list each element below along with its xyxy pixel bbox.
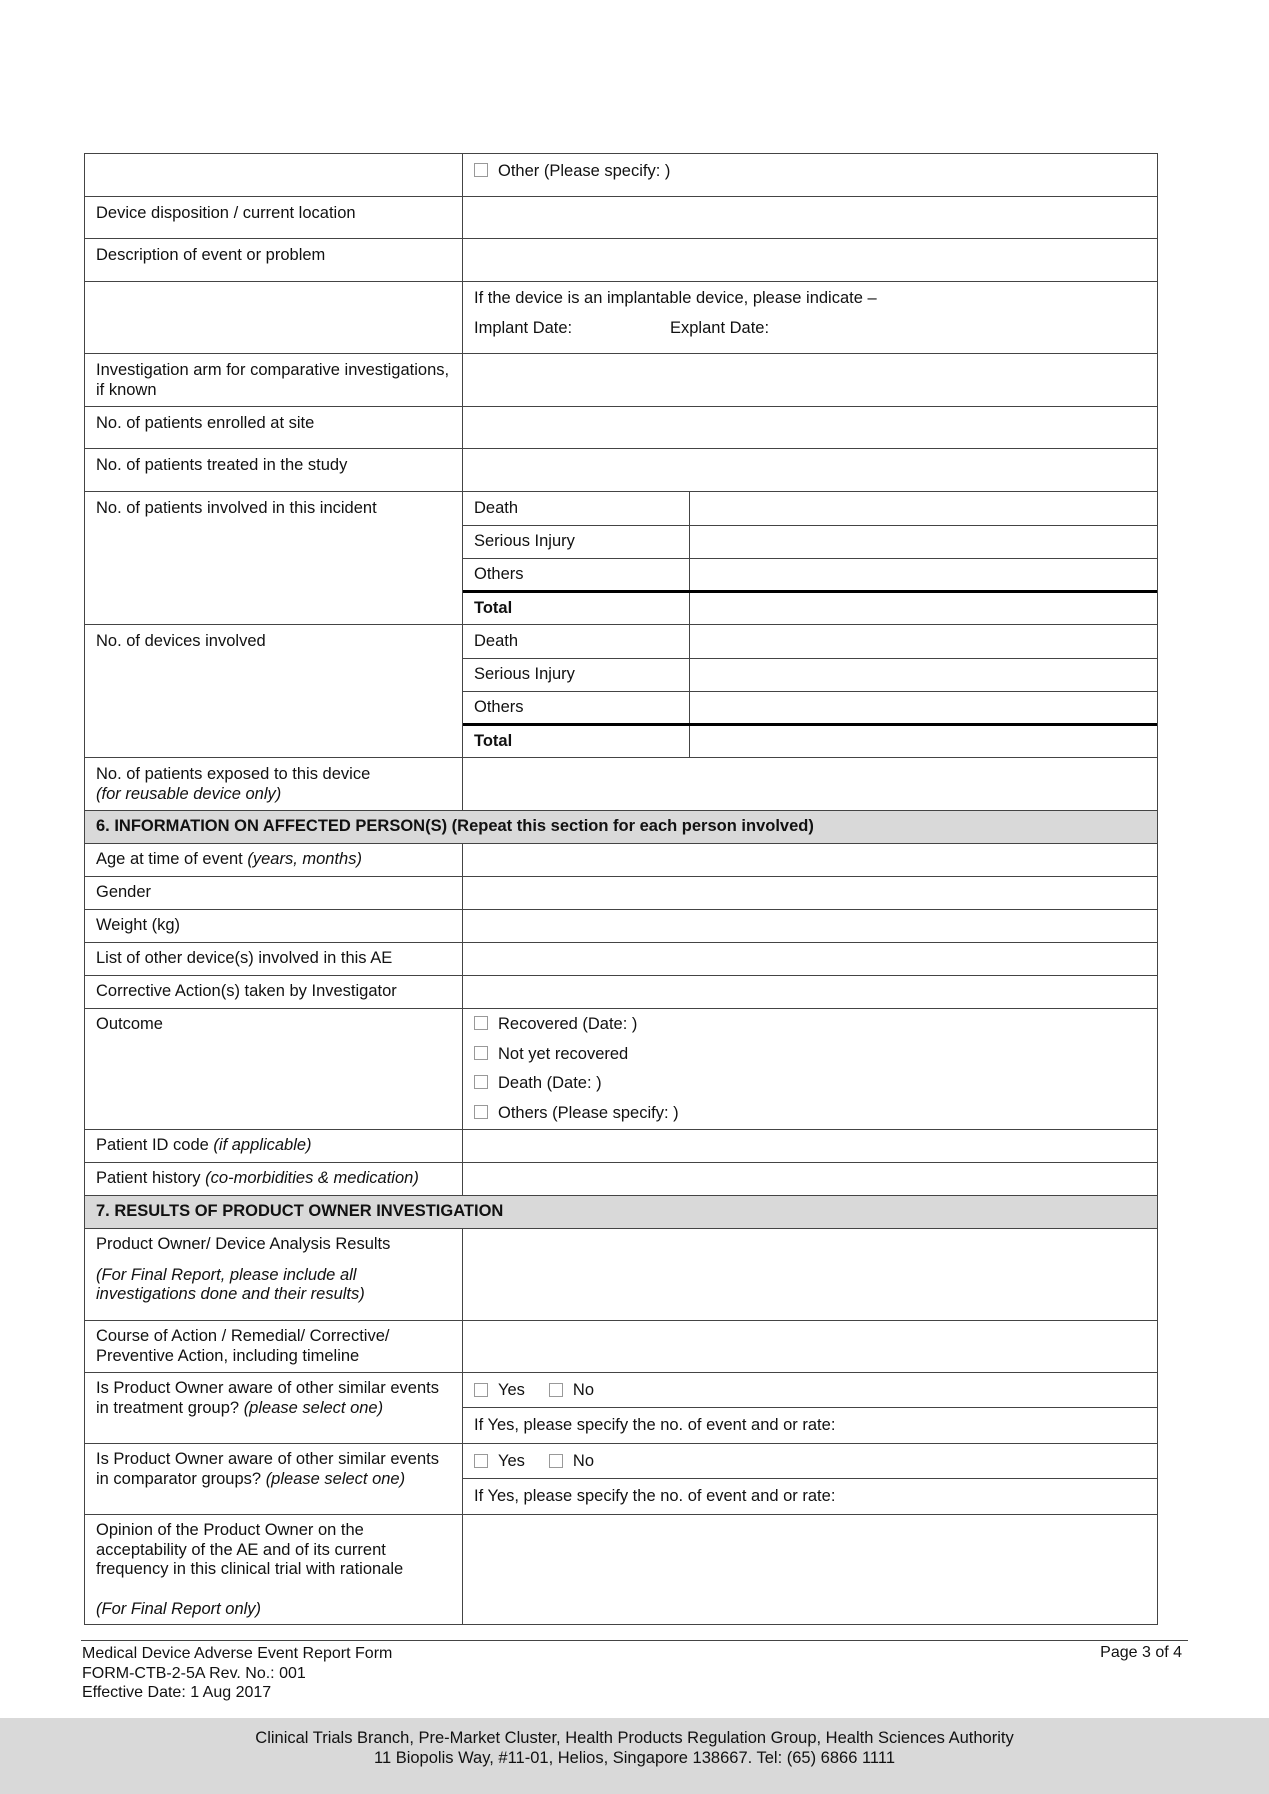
age-cell (85, 844, 463, 877)
patients-death-field[interactable] (689, 492, 1157, 525)
checkbox-icon[interactable] (474, 1075, 488, 1089)
label-cell-empty (85, 154, 463, 197)
category-others: Others (463, 691, 689, 724)
category-serious-injury: Serious Injury (463, 525, 689, 558)
patient-id-note: (if applicable) (213, 1136, 312, 1154)
select-one-note: (please select one) (243, 1398, 384, 1417)
footer-form-info (82, 1644, 392, 1703)
patients-treated-label: No. of patients treated in the study (85, 449, 463, 492)
organization-line: Clinical Trials Branch, Pre-Market Cluster, Health Products Regulation Group, Health Sciences Authority (255, 1729, 1014, 1747)
if-yes-note[interactable]: If Yes, please specify the no. of event and or rate: (474, 1416, 836, 1434)
other-specify-label: Other (Please specify: ) (498, 162, 671, 180)
category-death: Death (463, 625, 689, 658)
aware-comparator-cell (85, 1444, 463, 1515)
device-disposition-field[interactable] (463, 197, 1158, 239)
gender-label: Gender (85, 877, 463, 910)
aware-comparator-answer (463, 1444, 1158, 1515)
device-disposition-label: Device disposition / current location (85, 197, 463, 239)
opinion-label: Opinion of the Product Owner on the acceptability of the AE and of its current frequency in this clinical trial with rationale (96, 1521, 404, 1578)
description-field[interactable] (463, 239, 1158, 282)
patient-history-cell (85, 1163, 463, 1196)
investigation-arm-label: Investigation arm for comparative investigations, if known (85, 354, 463, 407)
label-cell-empty (85, 282, 463, 354)
yes-no-group (463, 1373, 1157, 1408)
devices-involved-label: No. of devices involved (85, 625, 463, 758)
aware-treatment-answer (463, 1373, 1158, 1444)
if-yes-note[interactable]: If Yes, please specify the no. of event and or rate: (474, 1487, 836, 1505)
age-label: Age at time of event (96, 850, 243, 868)
outcome-option[interactable] (474, 1069, 1146, 1099)
form-table (84, 153, 1158, 1625)
category-total: Total (463, 591, 689, 624)
patients-enrolled-field[interactable] (463, 407, 1158, 449)
patients-treated-field[interactable] (463, 449, 1158, 492)
yes-no-group (463, 1444, 1157, 1479)
analysis-results-field[interactable] (463, 1229, 1158, 1321)
checkbox-icon[interactable] (474, 1046, 488, 1060)
section-6-heading: 6. INFORMATION ON AFFECTED PERSON(S) (Repeat this section for each person involved) (85, 811, 1158, 844)
category-total: Total (463, 724, 689, 757)
no-label: No (572, 1380, 595, 1399)
gender-field[interactable] (463, 877, 1158, 910)
patients-total-field[interactable] (689, 591, 1157, 624)
patient-id-field[interactable] (463, 1130, 1158, 1163)
checkbox-icon[interactable] (474, 1105, 488, 1119)
devices-serious-injury-field[interactable] (689, 658, 1157, 691)
devices-total-field[interactable] (689, 724, 1157, 757)
opinion-cell (85, 1515, 463, 1625)
section-7-heading: 7. RESULTS OF PRODUCT OWNER INVESTIGATION (85, 1196, 1158, 1229)
age-field[interactable] (463, 844, 1158, 877)
other-specify-checkbox[interactable] (474, 163, 488, 177)
outcome-option-label: Death (Date: ) (498, 1074, 602, 1092)
patients-exposed-note: (for reusable device only) (96, 784, 282, 803)
course-of-action-label: Course of Action / Remedial/ Corrective/ Preventive Action, including timeline (85, 1321, 463, 1373)
category-death: Death (463, 492, 689, 525)
other-devices-field[interactable] (463, 943, 1158, 976)
organization-band (0, 1718, 1269, 1794)
patient-history-label: Patient history (96, 1169, 201, 1187)
yes-checkbox[interactable] (474, 1383, 488, 1397)
corrective-actions-label: Corrective Action(s) taken by Investigator (85, 976, 463, 1009)
yes-label: Yes (498, 1380, 525, 1399)
outcome-options (463, 1009, 1158, 1130)
report-form (84, 153, 1158, 1625)
patients-others-field[interactable] (689, 558, 1157, 591)
patients-serious-injury-field[interactable] (689, 525, 1157, 558)
aware-treatment-label: Is Product Owner aware of other similar events in treatment group? (96, 1379, 439, 1417)
implant-cell[interactable] (463, 282, 1158, 354)
patients-exposed-label: No. of patients exposed to this device (96, 765, 371, 783)
patients-involved-label: No. of patients involved in this incident (85, 492, 463, 625)
analysis-results-note: (For Final Report, please include all investigations done and their results) (96, 1265, 365, 1303)
description-label: Description of event or problem (85, 239, 463, 282)
footer-form-code: FORM-CTB-2-5A Rev. No.: 001 (82, 1664, 306, 1682)
corrective-actions-field[interactable] (463, 976, 1158, 1009)
no-checkbox[interactable] (549, 1383, 563, 1397)
devices-death-field[interactable] (689, 625, 1157, 658)
devices-others-field[interactable] (689, 691, 1157, 724)
devices-involved-breakdown (463, 625, 1158, 758)
analysis-results-label: Product Owner/ Device Analysis Results (96, 1235, 391, 1253)
patient-history-note: (co-morbidities & medication) (205, 1169, 419, 1187)
footer-effective-date: Effective Date: 1 Aug 2017 (82, 1684, 272, 1701)
outcome-option-label: Recovered (Date: ) (498, 1015, 638, 1033)
patients-exposed-field[interactable] (463, 758, 1158, 811)
patient-history-field[interactable] (463, 1163, 1158, 1196)
footer-form-name: Medical Device Adverse Event Report Form (82, 1645, 393, 1662)
other-specify-cell (463, 154, 1158, 197)
patients-involved-breakdown (463, 492, 1158, 625)
no-label: No (572, 1451, 595, 1470)
outcome-label: Outcome (85, 1009, 463, 1130)
age-note: (years, months) (247, 850, 362, 868)
yes-checkbox[interactable] (474, 1454, 488, 1468)
checkbox-icon[interactable] (474, 1016, 488, 1030)
weight-label: Weight (kg) (85, 910, 463, 943)
address-line: 11 Biopolis Way, #11-01, Helios, Singapore 138667. Tel: (65) 6866 1111 (374, 1748, 895, 1767)
aware-treatment-cell (85, 1373, 463, 1444)
category-others: Others (463, 558, 689, 591)
outcome-option-label: Not yet recovered (498, 1044, 629, 1063)
patients-enrolled-label: No. of patients enrolled at site (85, 407, 463, 449)
no-checkbox[interactable] (549, 1454, 563, 1468)
footer-divider (81, 1640, 1188, 1641)
outcome-option[interactable] (474, 1099, 1146, 1129)
outcome-option[interactable] (474, 1010, 1146, 1040)
category-serious-injury: Serious Injury (463, 658, 689, 691)
investigation-arm-field[interactable] (463, 354, 1158, 407)
outcome-option-label: Others (Please specify: ) (498, 1103, 679, 1122)
page-number: Page 3 of 4 (1100, 1644, 1182, 1661)
select-one-note: (please select one) (265, 1469, 406, 1488)
implant-note: If the device is an implantable device, please indicate – (474, 289, 877, 307)
opinion-field[interactable] (463, 1515, 1158, 1625)
patient-id-cell (85, 1130, 463, 1163)
aware-comparator-label: Is Product Owner aware of other similar events in comparator groups? (96, 1450, 439, 1488)
patient-id-label: Patient ID code (96, 1136, 209, 1154)
yes-label: Yes (498, 1451, 525, 1470)
course-of-action-field[interactable] (463, 1321, 1158, 1373)
outcome-option[interactable] (474, 1040, 1146, 1070)
other-devices-label: List of other device(s) involved in this AE (85, 943, 463, 976)
implant-date-label: Implant Date: (474, 318, 573, 337)
patients-exposed-cell (85, 758, 463, 811)
analysis-results-cell (85, 1229, 463, 1321)
opinion-note: (For Final Report only) (96, 1599, 262, 1618)
explant-date-label: Explant Date: (670, 318, 770, 337)
weight-field[interactable] (463, 910, 1158, 943)
